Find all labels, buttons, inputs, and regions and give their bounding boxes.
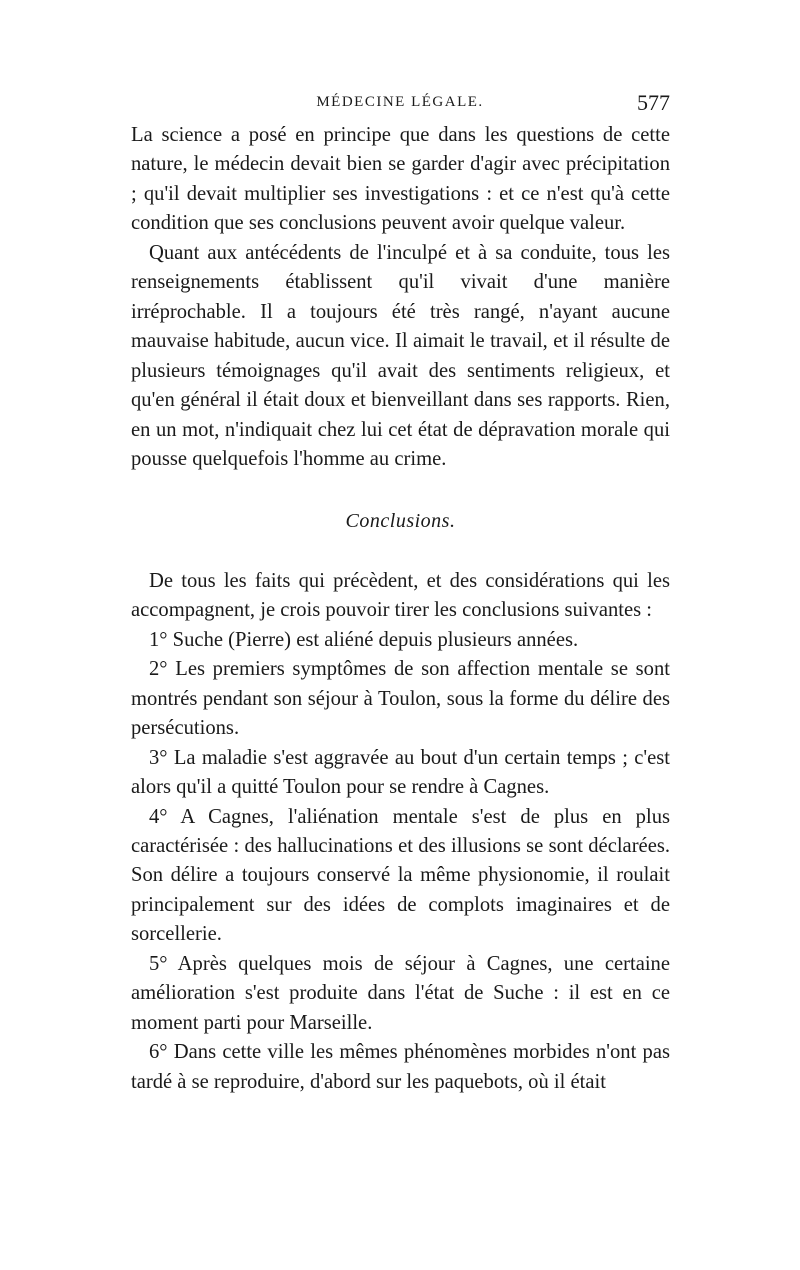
- body-text: [131, 121, 670, 1097]
- paragraph-intro: De tous les faits qui précèdent, et des considérations qui les accompagnent, je crois pouvoir tirer les conclusions suivantes :: [131, 569, 670, 622]
- conclusion-item-6: 6° Dans cette ville les mêmes phénomènes morbides n'ont pas tardé à se reproduire, d'abord sur les paquebots, où il était: [131, 1041, 670, 1093]
- conclusion-item-4: 4° A Cagnes, l'aliénation mentale s'est de plus en plus caractérisée : des hallucinations et des illusions se sont déclarées. Son délire a toujours conservé la même physionomie, il roulait principalement sur des idées de complots imaginaires et de sorcellerie.: [131, 805, 670, 946]
- conclusion-item-1: 1° Suche (Pierre) est aliéné depuis plusieurs années.: [149, 628, 579, 651]
- page-number: 577: [637, 90, 670, 115]
- paragraph-antecedents: Quant aux antécédents de l'inculpé et à sa conduite, tous les renseignements établissent qu'il vivait d'une manière irréprochable. Il a toujours été très rangé, n'ayant aucune mauvaise habitude, aucun vice. Il aimait le travail, et il résulte de plusieurs témoignages qu'il avait des sentiments religieux, et qu'en général il était doux et bienveillant dans ses rapports. Rien, en un mot, n'indiquait chez lui cet état de dépravation morale qui pousse quelquefois l'homme au crime.: [131, 241, 670, 470]
- conclusion-item-3: 3° La maladie s'est aggravée au bout d'un certain temps ; c'est alors qu'il a quitté Toulon pour se rendre à Cagnes.: [131, 746, 670, 799]
- section-heading-conclusions: Conclusions.: [345, 510, 456, 533]
- conclusion-item-2: 2° Les premiers symptômes de son affection mentale se sont montrés pendant son séjour à Toulon, sous la forme du délire des persécutions.: [131, 658, 670, 740]
- paragraph-method: La science a posé en principe que dans les questions de cette nature, le médecin devait bien se garder d'agir avec précipitation ; qu'il devait multiplier ses investigations : et ce n'est qu'à cette condition que ses conclusions peuvent avoir quelque valeur.: [131, 124, 670, 235]
- running-header: [130, 92, 670, 124]
- running-title: MÉDECINE LÉGALE.: [316, 94, 484, 110]
- conclusion-item-5: 5° Après quelques mois de séjour à Cagnes, une certaine amélioration s'est produite dans l'état de Suche : il est en ce moment parti pour Marseille.: [131, 952, 670, 1034]
